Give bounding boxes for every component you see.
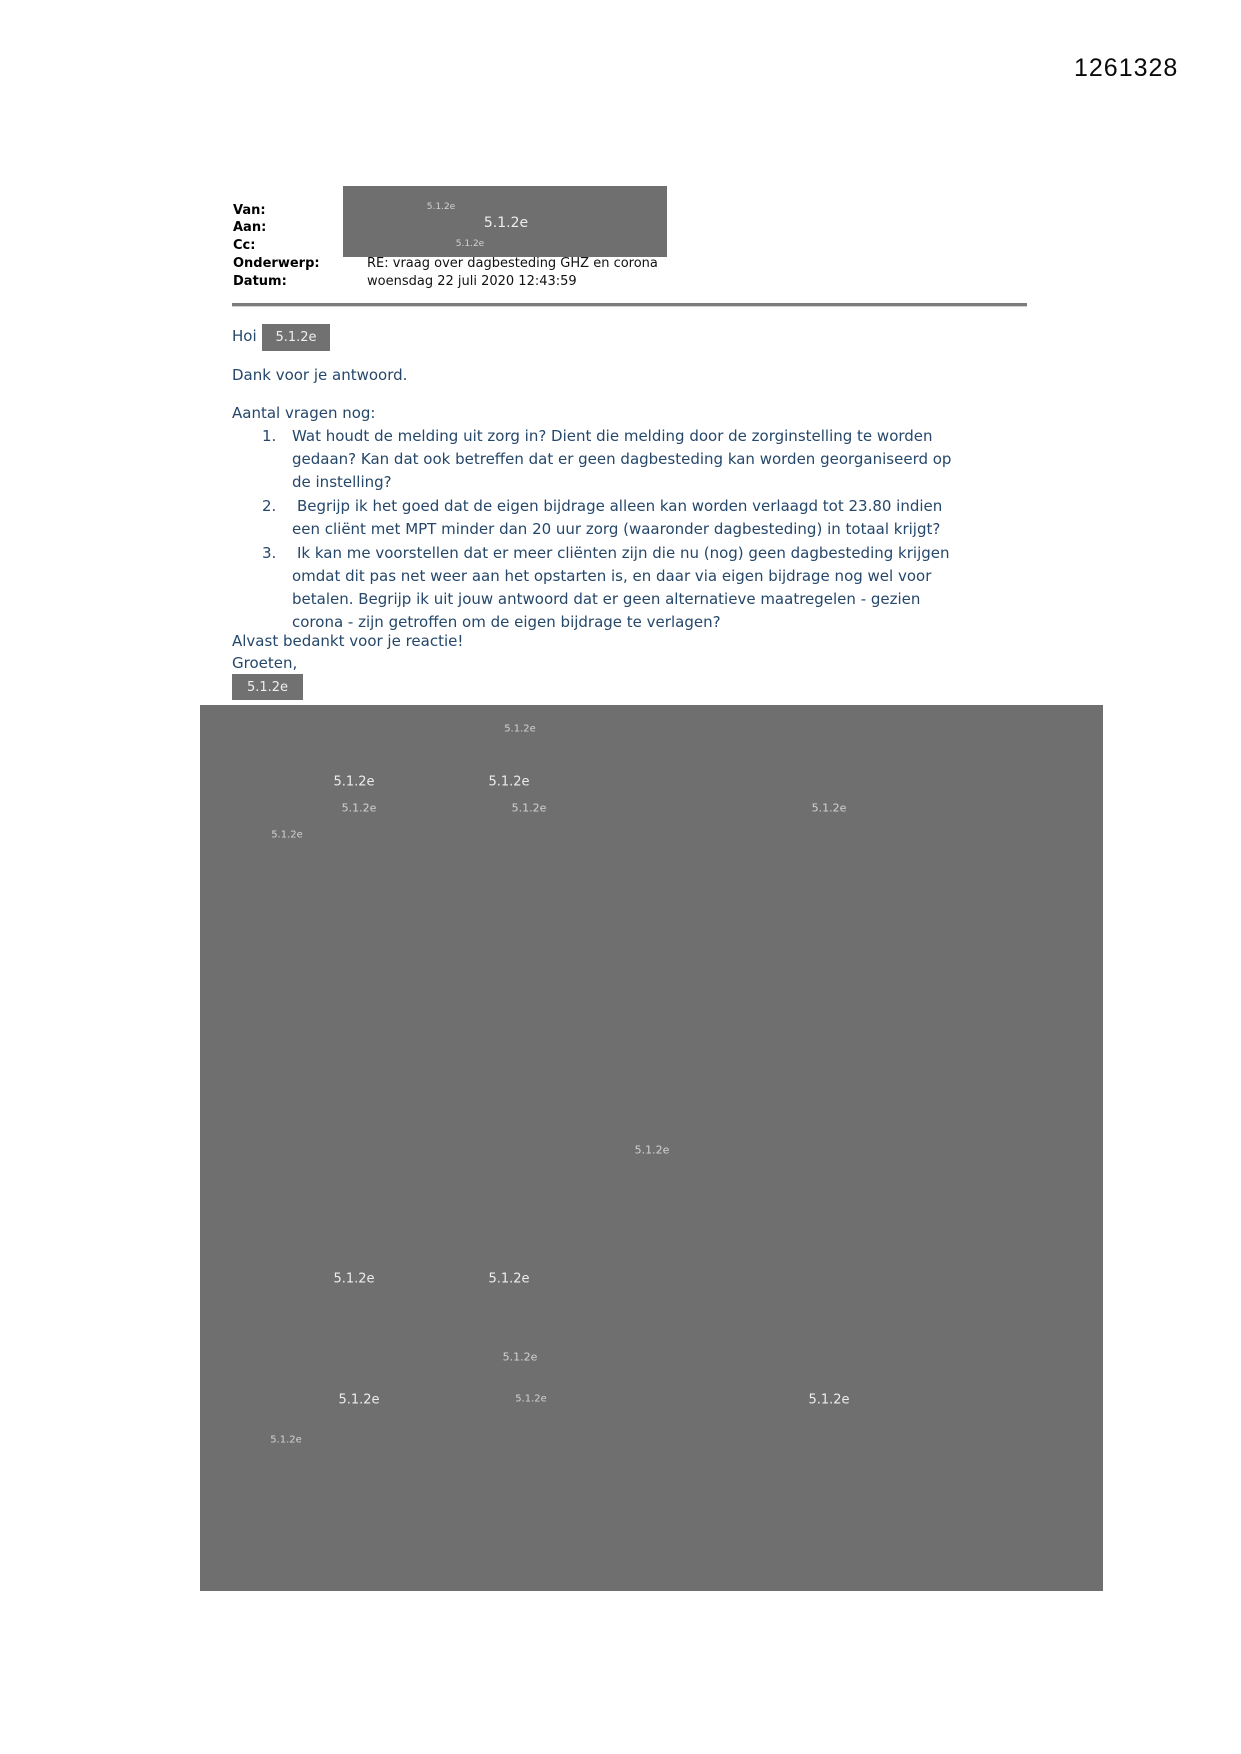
header-value-onderwerp: RE: vraag over dagbesteding GHZ en corona (367, 256, 658, 271)
signature-redaction-box (232, 674, 303, 700)
redaction-label: 5.1.2e (811, 801, 847, 815)
list-item-line: Wat houdt de melding uit zorg in? Dient die melding door de zorginstelling te worden (292, 427, 933, 445)
list-item-number: 1. (262, 427, 277, 445)
redaction-label: 5.1.2e (634, 1143, 670, 1157)
redaction-label: 5.1.2e (426, 202, 456, 212)
redaction-label: 5.1.2e (483, 215, 529, 231)
list-item-number: 2. (262, 497, 277, 515)
redaction-label: 5.1.2e (488, 1271, 530, 1287)
list-item-line: corona - zijn getroffen om de eigen bijdrage te verlagen? (292, 613, 721, 631)
closing-greeting: Groeten, (232, 654, 298, 672)
header-value-datum: woensdag 22 juli 2020 12:43:59 (367, 274, 577, 289)
redaction-label: 5.1.2e (504, 723, 536, 735)
header-field-onderwerp: Onderwerp: (233, 256, 320, 271)
thanks-text: Dank voor je antwoord. (232, 366, 408, 384)
redaction-label: 5.1.2e (333, 774, 375, 790)
header-field-van: Van: (233, 203, 266, 218)
list-item-line: Begrijp ik het goed dat de eigen bijdrage alleen kan worden verlaagd tot 23.80 indien (297, 497, 943, 515)
header-divider (232, 303, 1027, 307)
redaction-label: 5.1.2e (341, 801, 377, 815)
greeting-text: Hoi (232, 327, 257, 345)
questions-intro: Aantal vragen nog: (232, 404, 376, 422)
redaction-label: 5.1.2e (275, 330, 317, 345)
redaction-label: 5.1.2e (270, 1434, 302, 1446)
closing-thanks: Alvast bedankt voor je reactie! (232, 632, 464, 650)
header-field-cc: Cc: (233, 238, 256, 253)
list-item-line: betalen. Begrijp ik uit jouw antwoord dat er geen alternatieve maatregelen - gezien (292, 590, 921, 608)
list-item-line: een cliënt met MPT minder dan 20 uur zorg (waaronder dagbesteding) in totaal krijgt? (292, 520, 941, 538)
redaction-label: 5.1.2e (511, 801, 547, 815)
list-item-line: gedaan? Kan dat ook betreffen dat er geen dagbesteding kan worden georganiseerd op (292, 450, 952, 468)
redaction-label: 5.1.2e (502, 1350, 538, 1364)
list-item-line: Ik kan me voorstellen dat er meer cliënten zijn die nu (nog) geen dagbesteding krijgen (297, 544, 950, 562)
list-item-line: omdat dit pas net weer aan het opstarten is, en daar via eigen bijdrage nog wel voor (292, 567, 932, 585)
header-redaction-block (343, 186, 667, 257)
redaction-label: 5.1.2e (808, 1392, 850, 1408)
document-number: 1261328 (1074, 54, 1179, 82)
header-field-aan: Aan: (233, 220, 267, 235)
redaction-label: 5.1.2e (246, 679, 289, 695)
redaction-label: 5.1.2e (333, 1271, 375, 1287)
redaction-label: 5.1.2e (455, 239, 485, 249)
redaction-label: 5.1.2e (338, 1392, 380, 1408)
list-item-number: 3. (262, 544, 277, 562)
attachment-redaction-block (200, 705, 1103, 1591)
greeting-redaction-box (262, 324, 330, 351)
list-item-line: de instelling? (292, 473, 392, 491)
redaction-label: 5.1.2e (488, 774, 530, 790)
header-field-datum: Datum: (233, 274, 287, 289)
redaction-label: 5.1.2e (271, 829, 303, 841)
redaction-label: 5.1.2e (515, 1393, 547, 1405)
